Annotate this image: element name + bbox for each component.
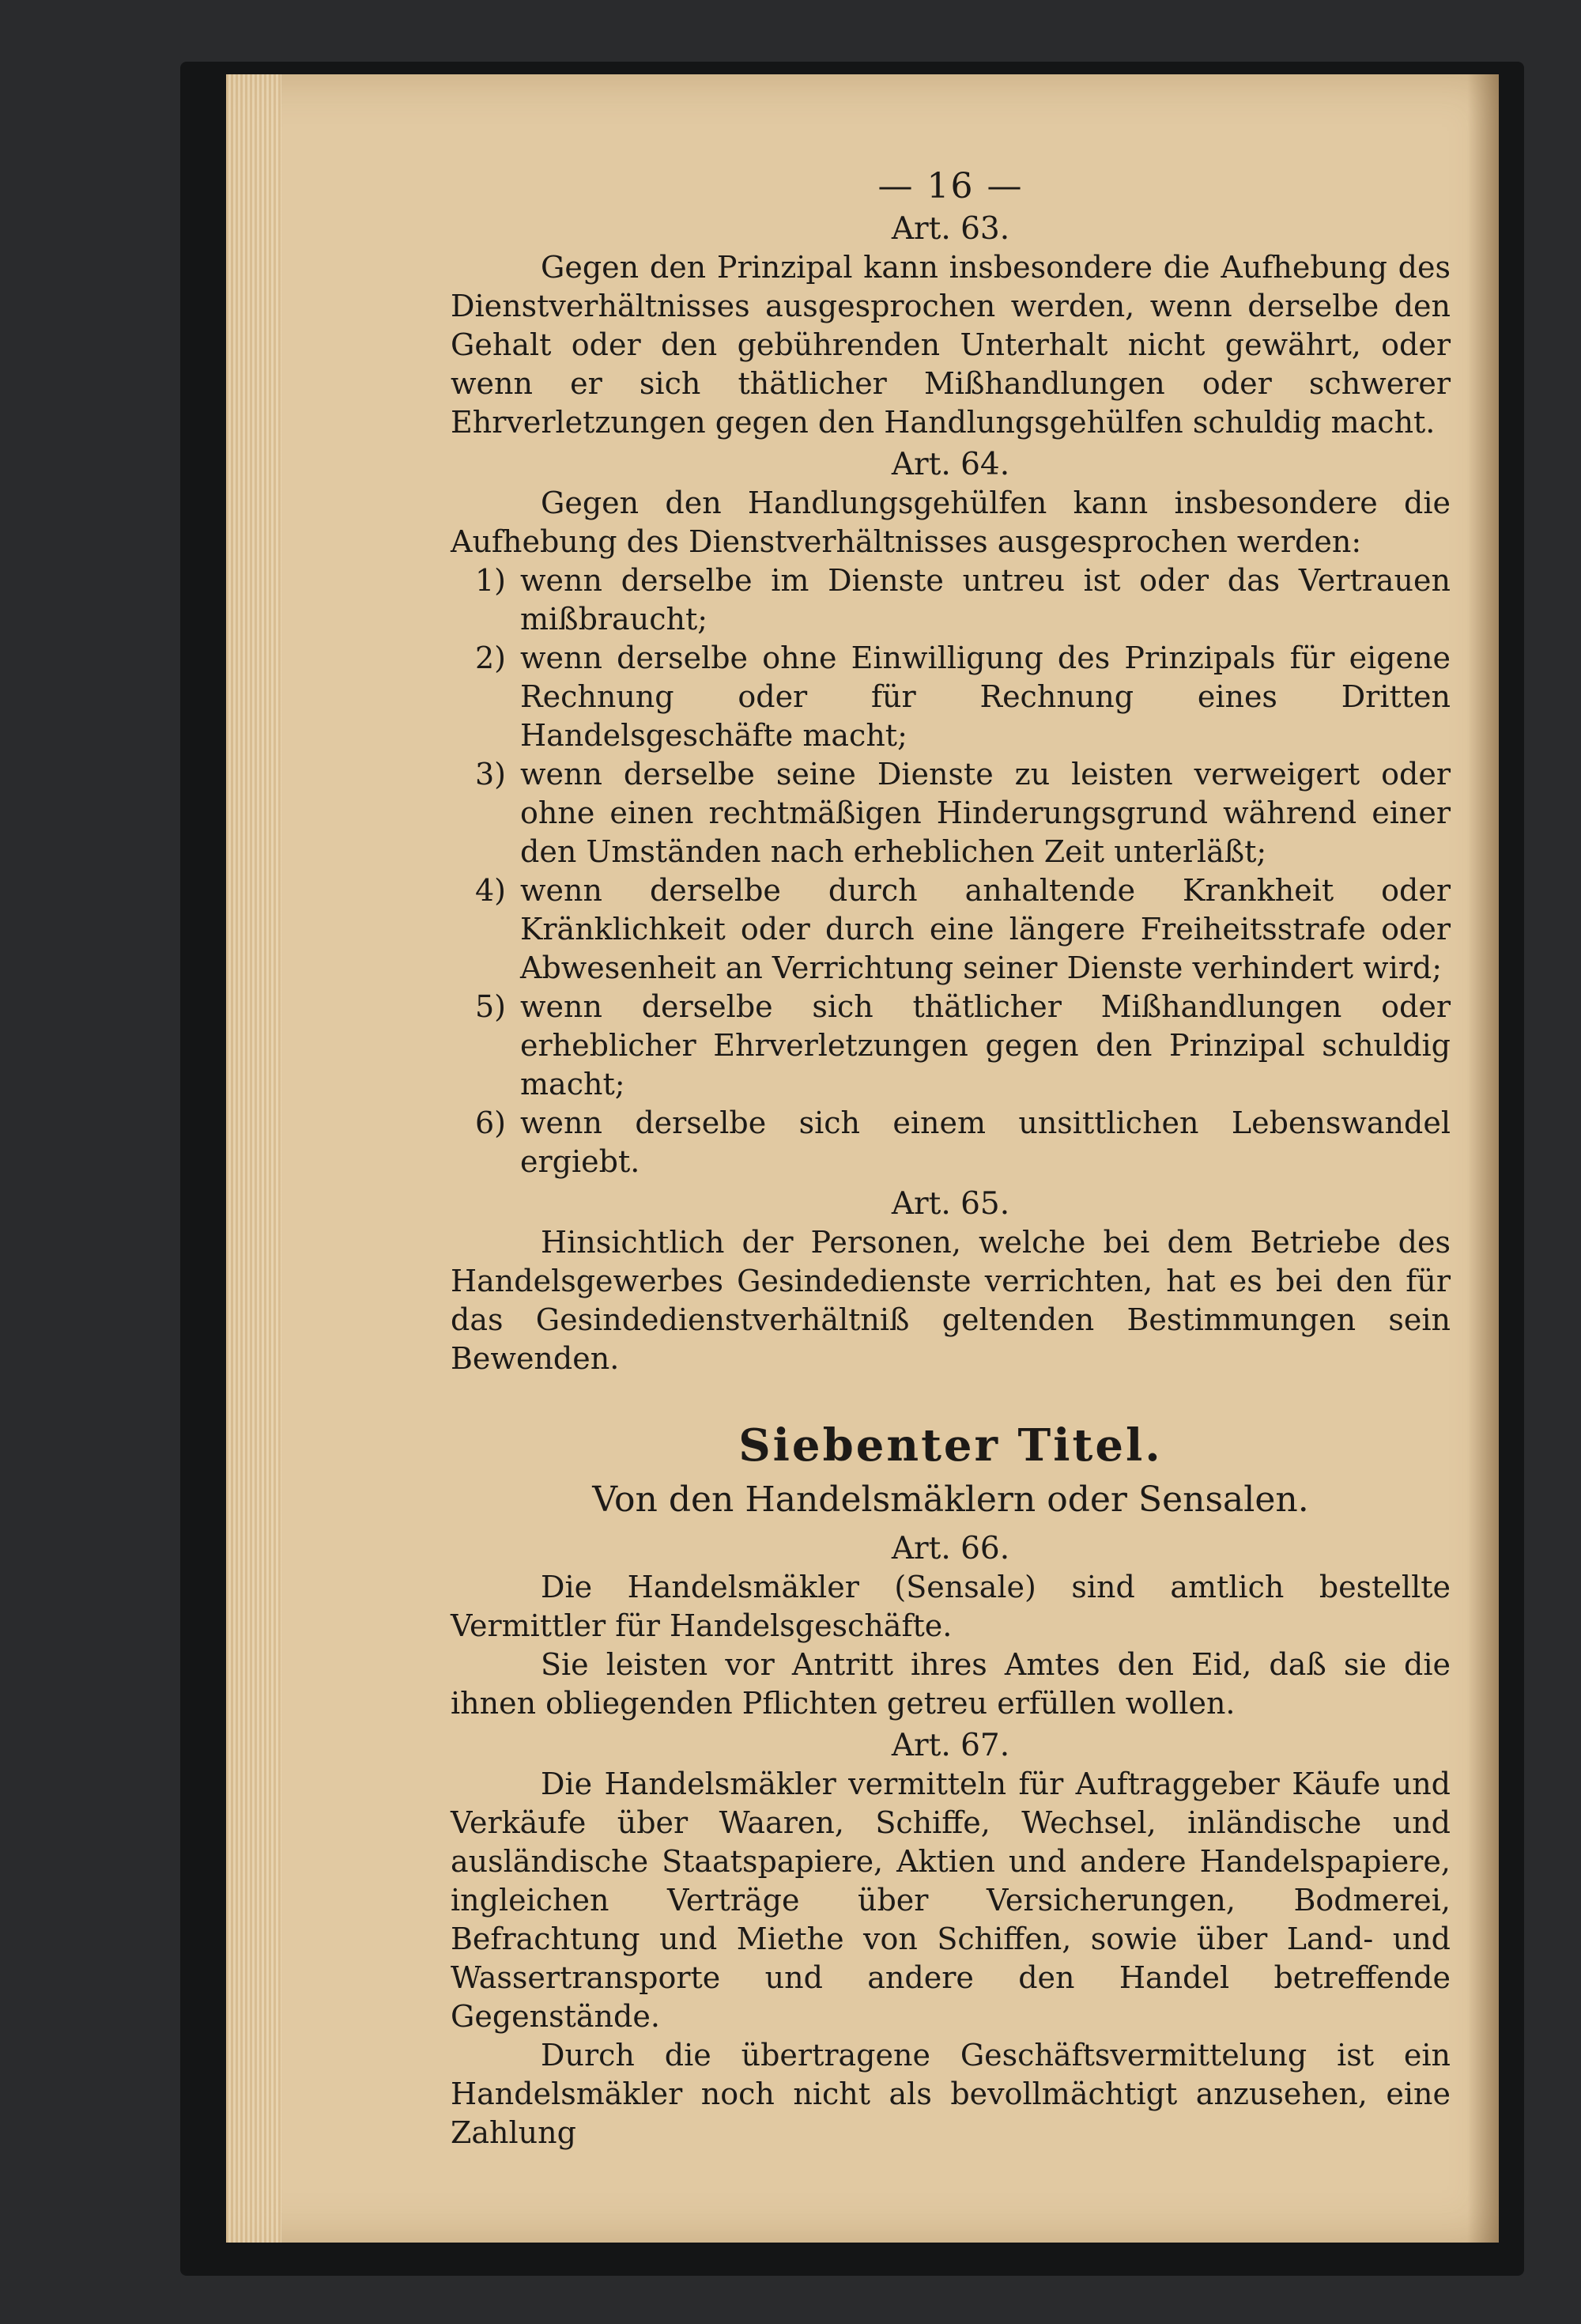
list-item-number: 3) bbox=[474, 757, 506, 792]
list-item bbox=[451, 1104, 1451, 1181]
section-subtitle: Von den Handelsmäklern oder Sensalen. bbox=[592, 1479, 1309, 1520]
list-item-number: 1) bbox=[474, 563, 506, 598]
article-67-paragraph-1: Die Handelsmäkler vermitteln für Auftraggeber Käufe und Verkäufe über Waaren, Schiffe, Wechsel, inländische und ausländische Staatspapiere, Aktien und andere Handelspapiere, ingleichen Verträge über Versicherungen, Bodmerei, Befrachtung und Miethe von Schiffen, sowie über Land- und Wassertransporte und andere den Handel betreffende Gegenstände. bbox=[451, 1767, 1451, 2034]
list-item-number: 5) bbox=[474, 989, 506, 1024]
article-65-text: Hinsichtlich der Personen, welche bei dem Betriebe des Handelsgewerbes Gesindedienste verrichten, hat es bei den für das Gesindedienstverhältniß geltenden Bestimmungen sein Bewenden. bbox=[451, 1225, 1451, 1376]
page-edges bbox=[226, 74, 281, 2243]
list-item-text: wenn derselbe sich einem unsittlichen Lebenswandel ergiebt. bbox=[520, 1105, 1451, 1179]
list-item-text: wenn derselbe im Dienste untreu ist oder das Vertrauen mißbraucht; bbox=[520, 563, 1451, 637]
list-item-text: wenn derselbe ohne Einwilligung des Prinzipals für eigene Rechnung oder für Rechnung eines Dritten Handelsgeschäfte macht; bbox=[520, 641, 1451, 753]
list-item-text: wenn derselbe seine Dienste zu leisten verweigert oder ohne einen rechtmäßigen Hinderungsgrund während einer den Umständen nach erheblichen Zeit unterläßt; bbox=[520, 757, 1451, 869]
article-64-intro: Gegen den Handlungsgehülfen kann insbesondere die Aufhebung des Dienstverhältnisses ausgesprochen werden: bbox=[451, 486, 1451, 559]
list-item bbox=[451, 871, 1451, 988]
article-63-heading: Art. 63. bbox=[891, 211, 1010, 247]
article-66-paragraph-1: Die Handelsmäkler (Sensale) sind amtlich bestellte Vermittler für Handelsgeschäfte. bbox=[451, 1570, 1451, 1643]
list-item-text: wenn derselbe sich thätlicher Mißhandlungen oder erheblicher Ehrverletzungen gegen den Prinzipal schuldig macht; bbox=[520, 989, 1451, 1102]
article-63-text: Gegen den Prinzipal kann insbesondere die Aufhebung des Dienstverhältnisses ausgesprochen werden, wenn derselbe den Gehalt oder den gebührenden Unterhalt nicht gewährt, oder wenn er sich thätlicher Mißhandlungen oder schwerer Ehrverletzungen gegen den Handlungsgehülfen schuldig macht. bbox=[451, 250, 1451, 440]
page-text bbox=[451, 166, 1451, 2152]
list-item-number: 6) bbox=[474, 1105, 506, 1140]
article-66-paragraph-2: Sie leisten vor Antritt ihres Amtes den Eid, daß sie die ihnen obliegenden Pflichten getreu erfüllen wollen. bbox=[451, 1647, 1451, 1721]
article-64-heading: Art. 64. bbox=[891, 447, 1010, 482]
article-66-heading: Art. 66. bbox=[891, 1531, 1010, 1566]
page-number: — 16 — bbox=[877, 166, 1024, 206]
list-item bbox=[451, 988, 1451, 1104]
list-item-number: 4) bbox=[474, 873, 506, 908]
article-67-paragraph-2: Durch die übertragene Geschäftsvermittelung ist ein Handelsmäkler noch nicht als bevollmächtigt anzusehen, eine Zahlung bbox=[451, 2038, 1451, 2150]
article-65-heading: Art. 65. bbox=[891, 1186, 1010, 1222]
list-item bbox=[451, 561, 1451, 639]
section-title: Siebenter Titel. bbox=[738, 1419, 1163, 1472]
list-item bbox=[451, 639, 1451, 755]
list-item bbox=[451, 755, 1451, 871]
list-item-number: 2) bbox=[474, 641, 506, 675]
list-item-text: wenn derselbe durch anhaltende Krankheit oder Kränklichkeit oder durch eine längere Freiheitsstrafe oder Abwesenheit an Verrichtung seiner Dienste verhindert wird; bbox=[520, 873, 1451, 985]
article-67-heading: Art. 67. bbox=[891, 1728, 1010, 1763]
page-gutter-shadow bbox=[1467, 74, 1499, 2243]
